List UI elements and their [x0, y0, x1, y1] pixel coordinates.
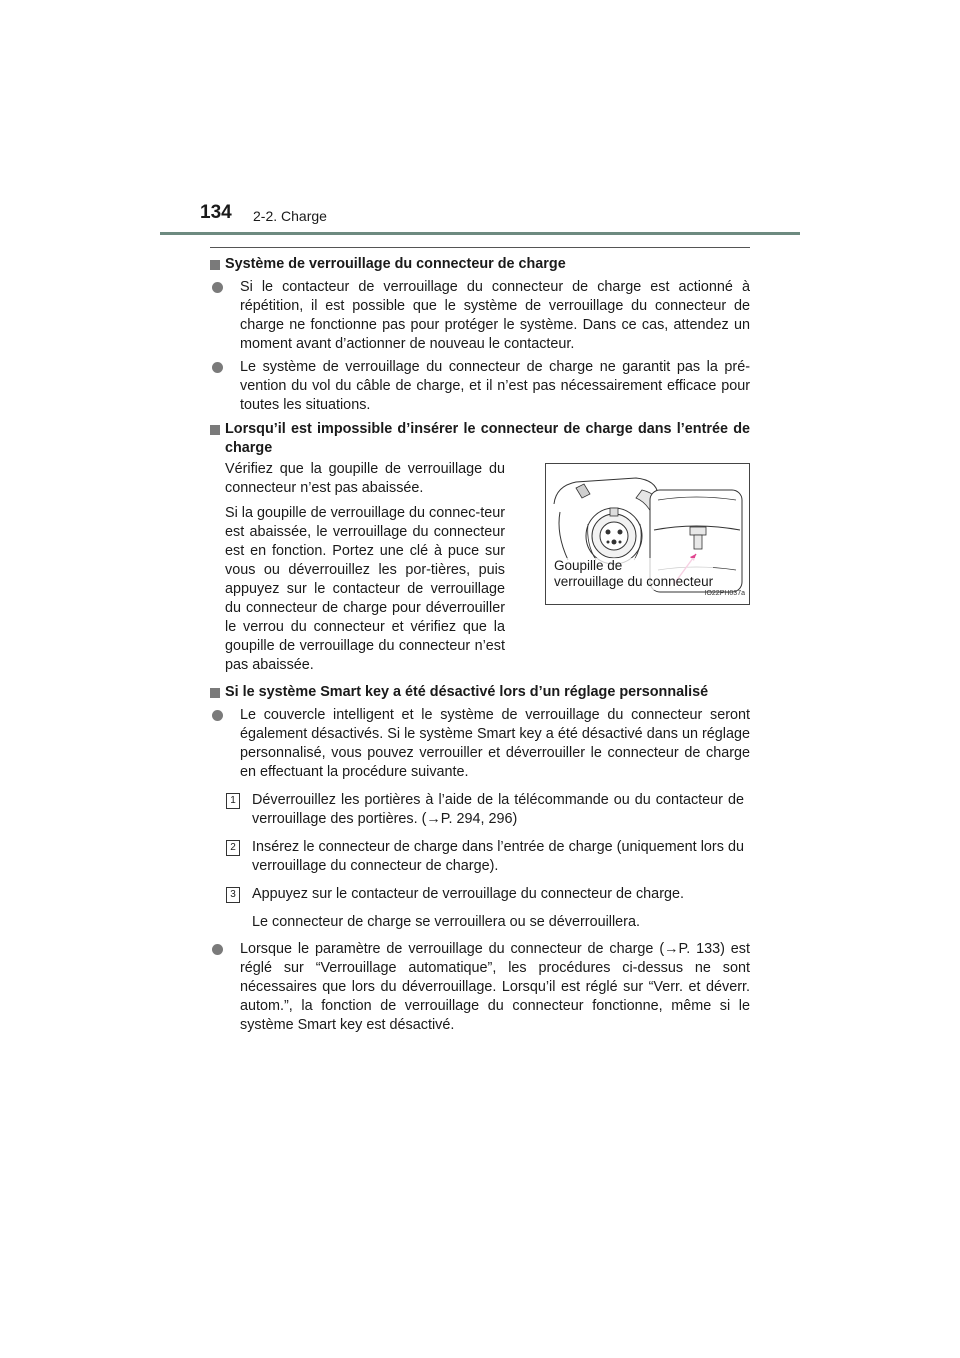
step-result-note: Le connecteur de charge se verrouillera ou se déverrouillera. [252, 914, 640, 930]
round-bullet-icon [212, 944, 223, 955]
step-number-badge: 2 [226, 840, 240, 856]
list-item: Le système de verrouillage du connecteur de charge ne garantit pas la pré-vention du vol du câble de charge, et il n’est pas nécessairement efficace pour toutes les situations. [210, 358, 750, 415]
square-bullet-icon [210, 688, 220, 698]
step-number-badge: 3 [226, 887, 240, 903]
connector-lock-pin-figure [545, 463, 750, 605]
round-bullet-icon [212, 282, 223, 293]
procedure-step: 1 Déverrouillez les portières à l’aide de la télécommande ou du contacteur de verrouillage des portières. (→P. 294, 296) [210, 791, 750, 829]
round-bullet-icon [212, 362, 223, 373]
header-rule [160, 232, 800, 235]
list-item: Le couvercle intelligent et le système de verrouillage du connecteur seront également désactivés. Si le système Smart key a été désactivé dans un réglage personnalisé, vous pouvez verrouiller et déverrouiller le connecteur de charge en effectuant la procédure suivante. [210, 706, 750, 782]
text-column [210, 460, 505, 681]
figure-callout-label: Goupille de verrouillage du connecteur [554, 558, 714, 589]
procedure-step: 2 Insérez le connecteur de charge dans l’entrée de charge (uniquement lors du verrouillage du connecteur de charge). [210, 838, 750, 876]
square-bullet-icon [210, 425, 220, 435]
figure-code: IO22PH037a [704, 590, 745, 597]
procedure-step: 3 Appuyez sur le contacteur de verrouillage du connecteur de charge. [210, 885, 750, 904]
paragraph: Si la goupille de verrouillage du connec-teur est abaissée, le verrouillage du connecteur est en fonction. Portez une clé à puce sur vous ou déverrouillez les por-tières, puis appuyez sur le contacteur de verrouillage du connecteur de charge pour déverrouiller le verrou du connecteur et vérifiez que la goupille de verrouillage du connecteur n’est pas abaissée. [225, 505, 505, 673]
section-title: 2-2. Charge [253, 208, 327, 224]
section-heading-lock-system: Système de verrouillage du connecteur de charge [210, 255, 750, 274]
page-number: 134 [200, 202, 232, 223]
content-top-rule [210, 247, 750, 248]
list-item: Lorsque le paramètre de verrouillage du connecteur de charge (→P. 133) est réglé sur “Verrouillage automatique”, les procédures ci-dessus ne sont nécessaires que lors du déverrouillage. Lorsqu’il est réglé sur “Verr. et déverr. autom.”, la fonction de verrouillage du connecteur fonctionne, même si le système Smart key est désactivé. [210, 940, 750, 1035]
paragraph: Vérifiez que la goupille de verrouillage du connecteur n’est pas abaissée. [225, 461, 505, 496]
section-heading-insertion-impossible: Lorsqu’il est impossible d’insérer le connecteur de charge dans l’entrée de charge [210, 420, 750, 458]
main-content [210, 255, 750, 1035]
section-heading-smart-key: Si le système Smart key a été désactivé lors d’un réglage personnalisé [210, 683, 750, 702]
square-bullet-icon [210, 260, 220, 270]
text-figure-row [210, 460, 750, 681]
round-bullet-icon [212, 710, 223, 721]
step-number-badge: 1 [226, 793, 240, 809]
list-item: Si le contacteur de verrouillage du connecteur de charge est actionné à répétition, il est possible que le système de verrouillage du connecteur de charge ne fonctionne pas pour protéger le système. Dans ce cas, attendez un moment avant d’actionner de nouveau le contacteur. [210, 278, 750, 354]
